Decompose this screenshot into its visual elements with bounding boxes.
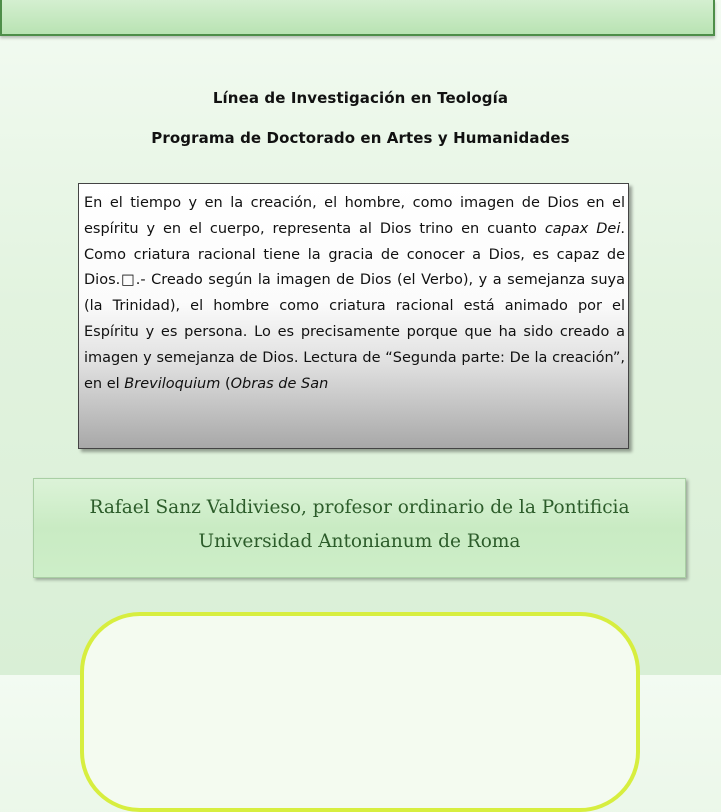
author-box bbox=[33, 478, 686, 578]
quote-italic-obras: Obras de San bbox=[230, 375, 329, 392]
top-banner bbox=[0, 0, 715, 36]
quote-box bbox=[78, 183, 629, 449]
author-line-2: Universidad Antonianum de Roma bbox=[198, 531, 521, 552]
quote-segment: . Como criatura racional tiene la gracia de conocer a Dios, es capaz de Dios.□.- Creado según la imagen de Dios (el Verbo), y a semejanza suya (la Trinidad), el hombre como criatura racional está animado por el Espíritu y es persona. Lo es precisamente porque que ha sido creado a imagen y semejanza de Dios. Lectura de “Segunda parte: De la creación”, en el bbox=[84, 220, 625, 392]
research-line-heading: Línea de Investigación en Teología bbox=[212, 89, 509, 107]
quote-italic-capax-dei: capax Dei bbox=[544, 220, 621, 237]
program-heading: Programa de Doctorado en Artes y Humanidades bbox=[151, 129, 570, 147]
quote-segment: En el tiempo y en la creación, el hombre, como imagen de Dios en el espíritu y en el cuerpo, representa al Dios trino en cuanto bbox=[84, 195, 625, 237]
author-line-1: Rafael Sanz Valdivieso, profesor ordinario de la Pontificia bbox=[89, 497, 630, 518]
quote-italic-breviloquium: Breviloquium bbox=[124, 375, 221, 392]
decorative-rounded-frame bbox=[80, 612, 640, 812]
quote-segment: ( bbox=[220, 375, 231, 392]
quote-text bbox=[84, 191, 625, 397]
